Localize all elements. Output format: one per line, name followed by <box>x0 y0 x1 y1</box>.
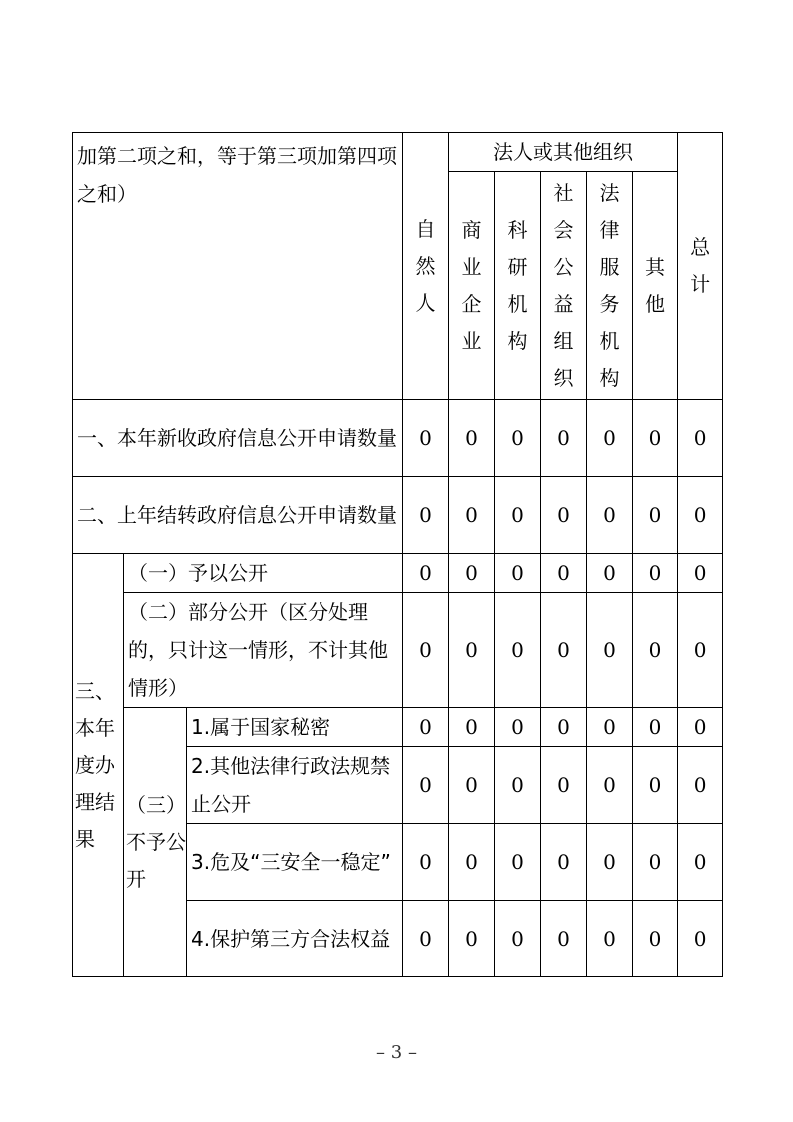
cell-value: 0 <box>587 400 633 477</box>
cell-value: 0 <box>541 477 587 554</box>
cell-value: 0 <box>403 554 449 593</box>
row-label: 一、本年新收政府信息公开申请数量 <box>73 400 403 477</box>
cell-value: 0 <box>495 477 541 554</box>
header-research: 科研机构 <box>495 172 541 400</box>
header-legal: 法律服务机构 <box>587 172 633 400</box>
cell-value: 0 <box>449 477 495 554</box>
cell-value: 0 <box>633 593 678 708</box>
cell-value: 0 <box>541 747 587 824</box>
cell-value: 0 <box>587 708 633 747</box>
row-label: （一）予以公开 <box>124 554 403 593</box>
cell-value: 0 <box>678 901 723 977</box>
cell-value: 0 <box>678 747 723 824</box>
row-label: 1.属于国家秘密 <box>187 708 403 747</box>
table-row <box>73 477 723 554</box>
cell-value: 0 <box>449 593 495 708</box>
row-label: （二）部分公开（区分处理的，只计这一情形，不计其他情形） <box>124 593 403 708</box>
row-label: 二、上年结转政府信息公开申请数量 <box>73 477 403 554</box>
cell-value: 0 <box>403 593 449 708</box>
header-other: 其他 <box>633 172 678 400</box>
cell-value: 0 <box>587 824 633 901</box>
header-commercial: 商业企业 <box>449 172 495 400</box>
cell-value: 0 <box>633 708 678 747</box>
cell-value: 0 <box>678 400 723 477</box>
cell-value: 0 <box>678 554 723 593</box>
cell-value: 0 <box>678 824 723 901</box>
cell-value: 0 <box>495 593 541 708</box>
cell-value: 0 <box>541 593 587 708</box>
table-row <box>73 400 723 477</box>
cell-value: 0 <box>495 747 541 824</box>
statistics-table <box>72 132 723 977</box>
table-row <box>73 593 723 708</box>
header-caption: 加第二项之和，等于第三项加第四项之和） <box>73 133 403 400</box>
cell-value: 0 <box>587 477 633 554</box>
row-label: 3.危及“三安全一稳定” <box>187 824 403 901</box>
cell-value: 0 <box>449 708 495 747</box>
cell-value: 0 <box>403 708 449 747</box>
cell-value: 0 <box>587 593 633 708</box>
page-number: – 3 – <box>376 1042 417 1063</box>
cell-value: 0 <box>633 554 678 593</box>
cell-value: 0 <box>449 901 495 977</box>
cell-value: 0 <box>633 901 678 977</box>
cell-value: 0 <box>678 477 723 554</box>
cell-value: 0 <box>541 400 587 477</box>
cell-value: 0 <box>495 708 541 747</box>
cell-value: 0 <box>633 477 678 554</box>
cell-value: 0 <box>403 477 449 554</box>
cell-value: 0 <box>587 747 633 824</box>
header-social: 社会公益组织 <box>541 172 587 400</box>
cell-value: 0 <box>495 901 541 977</box>
cell-value: 0 <box>633 824 678 901</box>
cell-value: 0 <box>633 747 678 824</box>
table-row <box>73 554 723 593</box>
cell-value: 0 <box>678 708 723 747</box>
section3-label: 三、本年度办理结果 <box>73 554 124 977</box>
header-org-group: 法人或其他组织 <box>449 133 678 172</box>
cell-value: 0 <box>449 400 495 477</box>
header-natural-person: 自然人 <box>403 133 449 400</box>
cell-value: 0 <box>449 824 495 901</box>
cell-value: 0 <box>403 901 449 977</box>
cell-value: 0 <box>403 747 449 824</box>
table-row <box>73 708 723 747</box>
cell-value: 0 <box>633 400 678 477</box>
cell-value: 0 <box>587 554 633 593</box>
cell-value: 0 <box>541 824 587 901</box>
header-total: 总计 <box>678 133 723 400</box>
cell-value: 0 <box>541 554 587 593</box>
cell-value: 0 <box>678 593 723 708</box>
cell-value: 0 <box>495 400 541 477</box>
subgroup-label: （三）不予公开 <box>124 708 187 977</box>
cell-value: 0 <box>449 747 495 824</box>
cell-value: 0 <box>449 554 495 593</box>
cell-value: 0 <box>495 554 541 593</box>
cell-value: 0 <box>495 824 541 901</box>
cell-value: 0 <box>541 901 587 977</box>
cell-value: 0 <box>403 400 449 477</box>
cell-value: 0 <box>403 824 449 901</box>
row-label: 2.其他法律行政法规禁止公开 <box>187 747 403 824</box>
cell-value: 0 <box>587 901 633 977</box>
row-label: 4.保护第三方合法权益 <box>187 901 403 977</box>
cell-value: 0 <box>541 708 587 747</box>
